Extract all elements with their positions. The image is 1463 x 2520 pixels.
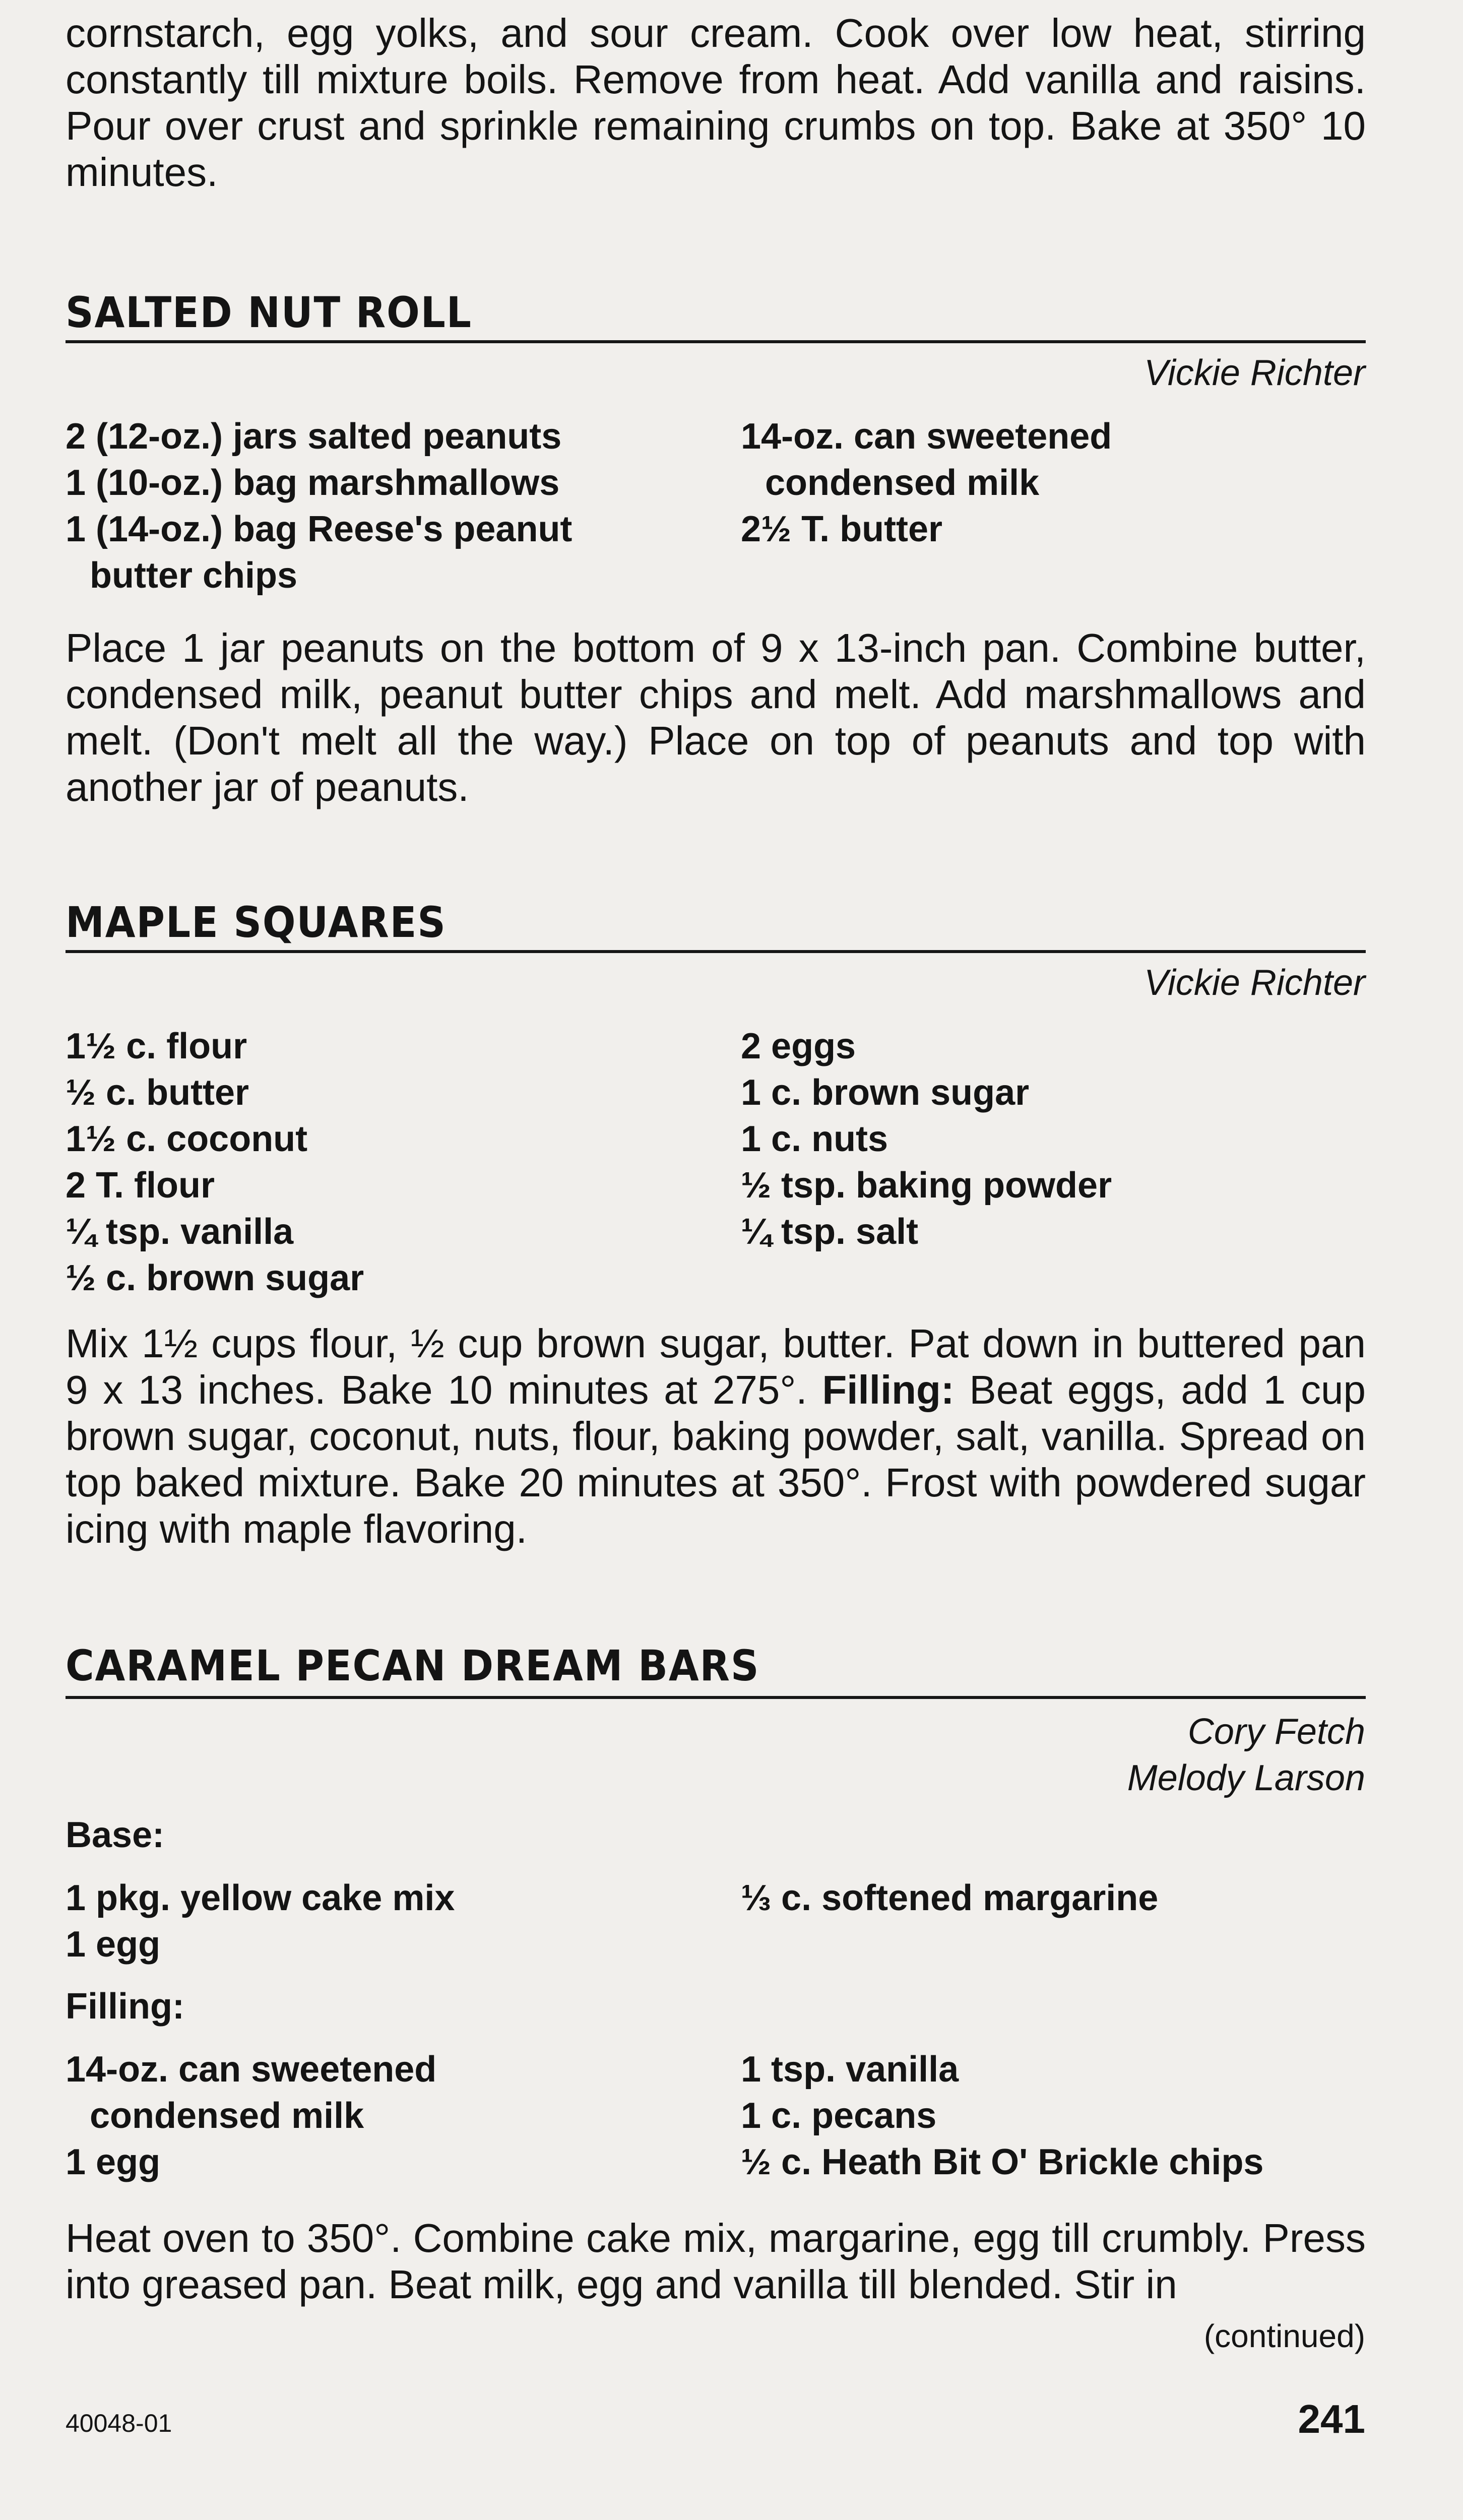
ingredient: ½ c. brown sugar [66, 1258, 364, 1298]
ingredient: 1 c. nuts [741, 1119, 888, 1159]
ingredient: 2 T. flour [66, 1165, 215, 1206]
ingredient: ½ c. butter [66, 1073, 249, 1113]
ingredients-right [741, 1023, 1112, 1255]
ingredient: 1 (10-oz.) bag marshmallows [66, 463, 560, 503]
directions-caramel-pecan [66, 2215, 1366, 2308]
base-ingredients-right [741, 1875, 1158, 1921]
directions-text: Heat oven to 350°. Combine cake mix, margarine, egg till crumbly. Press into greased pan. Beat milk, egg and vanilla till blended. Stir in [66, 2216, 1366, 2307]
recipe-title-maple-squares: MAPLE SQUARES [66, 898, 447, 947]
author-name: Melody Larson [1127, 1758, 1365, 1798]
ingredient: condensed milk [765, 463, 1040, 503]
ingredient: ¼ tsp. vanilla [66, 1212, 294, 1252]
ingredient: 2 (12-oz.) jars salted peanuts [66, 416, 562, 457]
ingredients-left [66, 1023, 364, 1301]
ingredient: 1 (14-oz.) bag Reese's peanut [66, 509, 573, 549]
directions-text: Place 1 jar peanuts on the bottom of 9 x 13-inch pan. Combine butter, condensed milk, peanut butter chips and melt. Add marshmallows and melt. (Don't melt all the way.) Place on top of peanuts and top with another jar of peanuts. [66, 625, 1366, 809]
recipe-title-caramel-pecan-dream-bars: CARAMEL PECAN DREAM BARS [66, 1641, 760, 1690]
ingredient: 14-oz. can sweetened [66, 2049, 437, 2090]
ingredient: 1 pkg. yellow cake mix [66, 1878, 455, 1918]
ingredients-left [66, 413, 572, 599]
directions-maple-squares [66, 1320, 1366, 1552]
directions-text [66, 1320, 1366, 1552]
directions-salted-nut-roll [66, 625, 1366, 810]
footer-code: 40048-01 [66, 2409, 172, 2437]
ingredient: ⅓ c. softened margarine [741, 1878, 1159, 1918]
ingredient: 1½ c. flour [66, 1026, 247, 1066]
ingredient: 1 egg [66, 1924, 161, 1965]
continued-note: (continued) [1203, 2318, 1365, 2354]
ingredient: 1 c. brown sugar [741, 1073, 1030, 1113]
ingredient: 1 tsp. vanilla [741, 2049, 959, 2090]
ingredient: 14-oz. can sweetened [741, 416, 1112, 457]
filling-ingredients-left [66, 2046, 436, 2185]
intro-paragraph [66, 10, 1366, 196]
recipe-title-salted-nut-roll: SALTED NUT ROLL [66, 288, 472, 337]
recipe-author: Vickie Richter [1144, 353, 1365, 393]
ingredient: 2 eggs [741, 1026, 856, 1066]
base-label: Base: [66, 1815, 165, 1855]
title-rule [66, 340, 1366, 343]
ingredients-right [741, 413, 1112, 552]
filling-label: Filling: [822, 1367, 955, 1412]
title-rule [66, 950, 1366, 953]
ingredient: ½ c. Heath Bit O' Brickle chips [741, 2142, 1264, 2182]
ingredient: 1 c. pecans [741, 2096, 937, 2136]
recipe-author [1127, 1709, 1365, 1801]
base-ingredients-left [66, 1875, 455, 1968]
filling-ingredients-right [741, 2046, 1263, 2185]
ingredient: 1 egg [66, 2142, 161, 2182]
ingredient: 2½ T. butter [741, 509, 943, 549]
ingredient: butter chips [90, 555, 298, 596]
ingredient: condensed milk [90, 2096, 364, 2136]
directions-part: Mix 1½ cups flour, ½ cup brown sugar, butter. Pat down in buttered pan 9 x 13 inches. Bake 10 minutes at 275°. [66, 1321, 1366, 1412]
ingredient: ¼ tsp. salt [741, 1212, 919, 1252]
title-rule [66, 1696, 1366, 1699]
ingredient: ½ tsp. baking powder [741, 1165, 1112, 1206]
directions-part: Beat eggs, add 1 cup brown sugar, coconut, nuts, flour, baking powder, salt, vanilla. Spread on top baked mixture. Bake 20 minutes at 350°. Frost with powdered sugar icing with maple flavoring. [66, 1367, 1366, 1551]
intro-text: cornstarch, egg yolks, and sour cream. Cook over low heat, stirring constantly till mixture boils. Remove from heat. Add vanilla and raisins. Pour over crust and sprinkle remaining crumbs on top. Bake at 350° 10 minutes. [66, 11, 1366, 195]
page-number: 241 [1298, 2397, 1365, 2441]
filling-label: Filling: [66, 1986, 184, 2027]
author-name: Cory Fetch [1187, 1712, 1365, 1752]
ingredient: 1½ c. coconut [66, 1119, 308, 1159]
recipe-author: Vickie Richter [1144, 963, 1365, 1003]
